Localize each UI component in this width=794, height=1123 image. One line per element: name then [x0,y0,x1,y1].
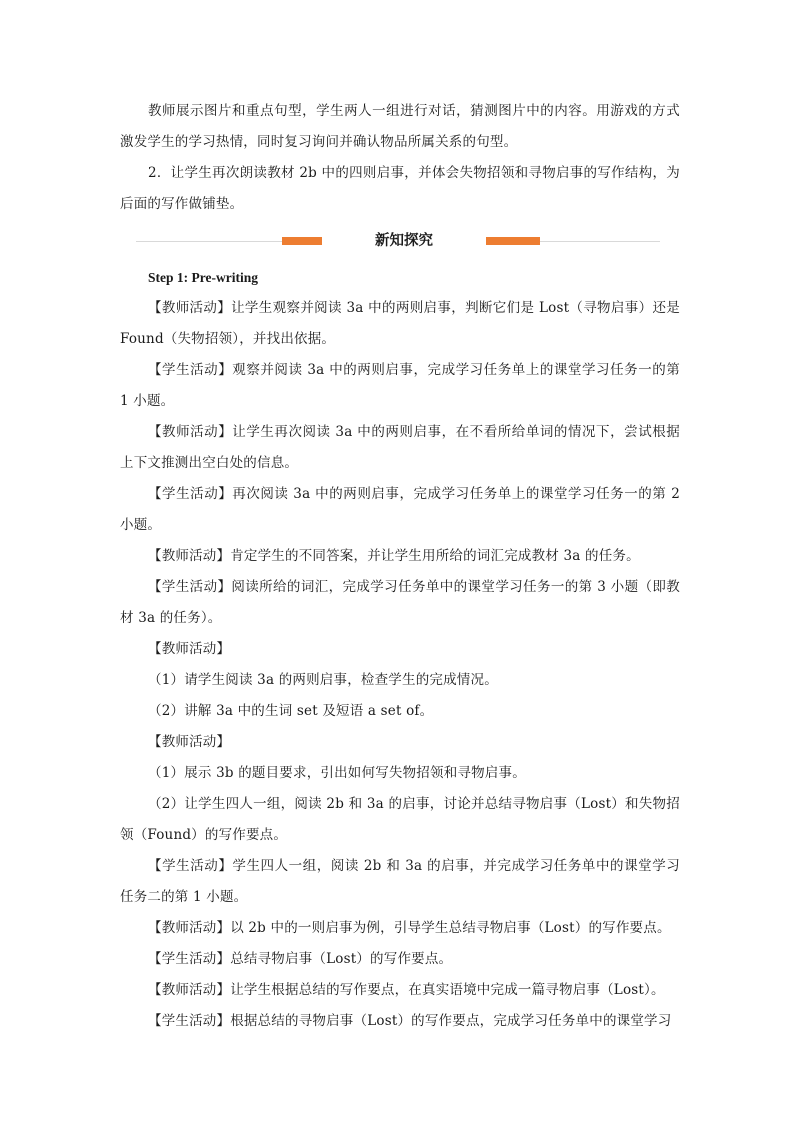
activity-paragraph: 【学生活动】总结寻物启事（Lost）的写作要点。 [148,951,453,967]
activity-paragraph: 【教师活动】肯定学生的不同答案，并让学生用所给的词汇完成教材 3a 的任务。 [148,548,640,564]
activity-paragraph: 【教师活动】让学生观察并阅读 3a 中的两则启事，判断它们是 Lost（寻物启事）还是 Found（失物招领），并找出依据。 [120,300,680,347]
activity-paragraph: 【学生活动】根据总结的寻物启事（Lost）的写作要点，完成学习任务单中的课堂学习 [148,1013,672,1029]
activity-paragraph: 【教师活动】 [148,641,231,657]
intro-paragraph-1: 教师展示图片和重点句型，学生两人一组进行对话，猜测图片中的内容。用游戏的方式激发学生的学习热情，同时复习询问并确认物品所属关系的句型。 [120,103,680,150]
activity-paragraph: 【教师活动】以 2b 中的一则启事为例，引导学生总结寻物启事（Lost）的写作要点。 [148,920,671,936]
activity-paragraph: 【学生活动】观察并阅读 3a 中的两则启事，完成学习任务单上的课堂学习任务一的第 1 小题。 [120,362,680,409]
section-divider [120,222,680,262]
divider-line-left [136,241,284,242]
step-heading: Step 1: Pre-writing [148,270,258,285]
activity-paragraph: 【学生活动】阅读所给的词汇，完成学习任务单中的课堂学习任务一的第 3 小题（即教材 3a 的任务）。 [120,579,680,626]
activity-paragraph: 【学生活动】学生四人一组，阅读 2b 和 3a 的启事，并完成学习任务单中的课堂学习任务二的第 1 小题。 [120,858,680,905]
intro-paragraph-2: 2．让学生再次朗读教材 2b 中的四则启事，并体会失物招领和寻物启事的写作结构，为后面的写作做铺垫。 [120,165,680,212]
activity-paragraph: （2）讲解 3a 中的生词 set 及短语 a set of。 [148,703,434,719]
document-body [120,96,680,1037]
section-title: 新知探究 [375,232,433,249]
activity-paragraph: 【学生活动】再次阅读 3a 中的两则启事，完成学习任务单上的课堂学习任务一的第 2 小题。 [120,486,680,533]
activity-paragraph: 【教师活动】 [148,734,231,750]
activity-paragraph: 【教师活动】让学生再次阅读 3a 中的两则启事，在不看所给单词的情况下，尝试根据上下文推测出空白处的信息。 [120,424,680,471]
divider-line-right [540,241,660,242]
divider-accent-right [486,237,540,245]
activity-paragraph: （2）让学生四人一组，阅读 2b 和 3a 的启事，讨论并总结寻物启事（Lost）和失物招领（Found）的写作要点。 [120,796,680,843]
activity-paragraph: 【教师活动】让学生根据总结的写作要点，在真实语境中完成一篇寻物启事（Lost）。 [148,982,665,998]
activity-paragraph: （1）展示 3b 的题目要求，引出如何写失物招领和寻物启事。 [148,765,526,781]
activity-paragraph: （1）请学生阅读 3a 的两则启事，检查学生的完成情况。 [148,672,498,688]
divider-accent-left [282,237,322,245]
